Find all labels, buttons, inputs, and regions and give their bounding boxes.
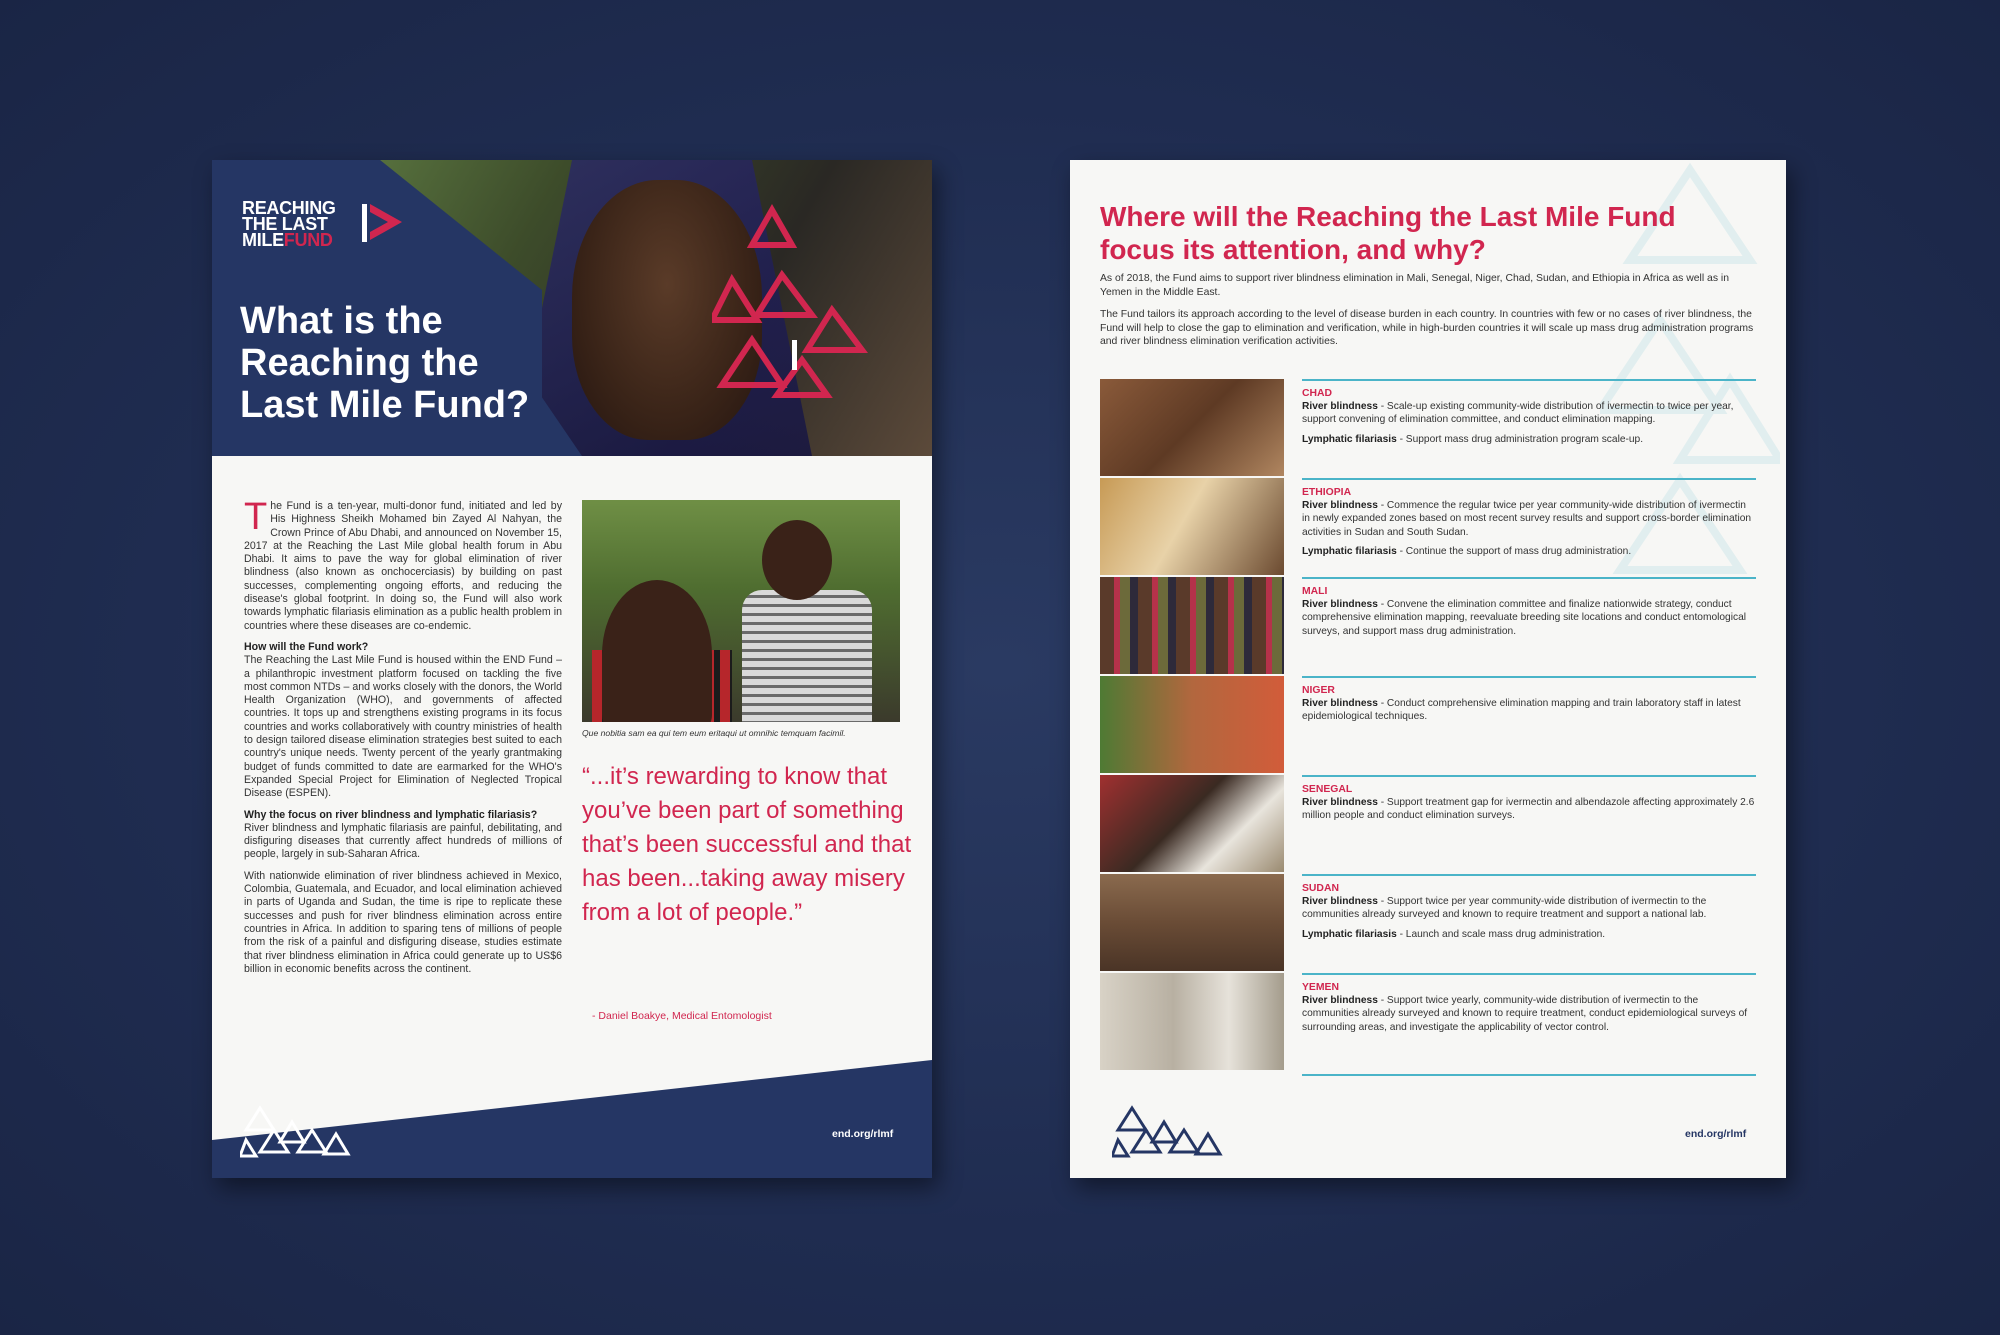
right-intro	[1100, 272, 1760, 358]
country-row-ethiopia	[1100, 478, 1756, 575]
right-intro-1: As of 2018, the Fund aims to support river blindness elimination in Mali, Senegal, Niger, Chad, Sudan, and Ethiopia in Africa as well as in Yemen in the Middle East.	[1100, 273, 1729, 298]
para-elimination: With nationwide elimination of river blindness achieved in Mexico, Colombia, Guatemala, and Ecuador, and local elimination achieved in parts of Uganda and Sudan, the time is ripe to replicate these successes and push for river blindness elimination across entire countries in Africa. In addition to sparing tens of millions of people from the risk of a painful and disfiguring disease, studies estimate that river blindness elimination in Africa could generate up to US$6 billion in economic benefits across the continent.	[244, 869, 562, 975]
divider-line	[1302, 775, 1756, 777]
footer-url[interactable]: end.org/rlmf	[832, 1128, 894, 1140]
sudan-photo	[1100, 874, 1284, 971]
photo-caption: Que nobitia sam ea qui tem eum eritaqui ut omnihic temquam facimil.	[582, 728, 846, 738]
lymphatic-filariasis-item	[1302, 928, 1756, 941]
lf-text: - Continue the support of mass drug administration.	[1396, 545, 1632, 557]
ethiopia-text	[1302, 486, 1756, 564]
divider-line	[1302, 874, 1756, 876]
title-line-1: What is the	[240, 300, 443, 342]
river-blindness-item	[1302, 994, 1756, 1034]
river-blindness-item	[1302, 499, 1756, 539]
rb-label: River blindness	[1302, 896, 1378, 908]
rb-text: - Support twice yearly, community-wide distribution of ivermectin to the communities already surveyed and known to require treatment, conduct epidemiological surveys of surrounding areas, and investigate the applicability of vector control.	[1302, 995, 1748, 1033]
rb-label: River blindness	[1302, 698, 1378, 710]
country-row-yemen	[1100, 973, 1756, 1070]
triangle-pattern-icon	[712, 200, 882, 400]
para-why: River blindness and lymphatic filariasis are painful, debilitating, and disfiguring diseases that currently affect hundreds of millions of people, largely in sub-Saharan Africa.	[244, 821, 562, 861]
divider-line	[1302, 973, 1756, 975]
intro-column	[244, 496, 562, 984]
divider-line	[1302, 577, 1756, 579]
lf-label: Lymphatic filariasis	[1302, 928, 1397, 940]
country-name: MALI	[1302, 586, 1328, 597]
lymphatic-filariasis-item	[1302, 433, 1756, 446]
intro-paragraph	[244, 496, 562, 633]
yemen-text	[1302, 981, 1756, 1040]
river-blindness-item	[1302, 400, 1756, 426]
rlmf-logo	[242, 200, 336, 248]
lf-label: Lymphatic filariasis	[1302, 545, 1397, 557]
logo-line-2: THE LAST	[242, 214, 328, 234]
divider-line-bottom	[1302, 1074, 1756, 1076]
title-line-2: Reaching the	[240, 342, 479, 384]
yemen-photo	[1100, 973, 1284, 1070]
logo-line-3	[242, 232, 336, 248]
rb-text: - Conduct comprehensive elimination mapping and train laboratory staff in latest epidemiological techniques.	[1302, 698, 1741, 723]
photo-youth-head	[602, 580, 712, 722]
end-fund-triangles-icon	[1112, 1104, 1232, 1160]
left-page	[212, 160, 932, 1178]
country-row-chad	[1100, 379, 1756, 476]
country-row-senegal	[1100, 775, 1756, 872]
drop-cap: T	[244, 496, 268, 538]
chad-text	[1302, 387, 1756, 452]
mali-photo	[1100, 577, 1284, 674]
sudan-text	[1302, 882, 1756, 947]
rb-text: - Scale-up existing community-wide distribution of ivermectin to twice per year, support convening of elimination committee, and conduct elimination mapping.	[1302, 401, 1734, 426]
country-name: YEMEN	[1302, 982, 1339, 993]
rb-text: - Convene the elimination committee and finalize nationwide strategy, conduct comprehensive elimination mapping, reevaluate breeding site locations and conduct entomological surveys, and support mass drug administration.	[1302, 599, 1746, 637]
hero-banner	[212, 160, 932, 456]
river-blindness-item	[1302, 598, 1756, 638]
page-title	[240, 300, 560, 426]
river-blindness-item	[1302, 895, 1756, 921]
lf-text: - Launch and scale mass drug administration.	[1396, 928, 1606, 940]
divider-line	[1302, 379, 1756, 381]
para-how: The Reaching the Last Mile Fund is housed within the END Fund – a philanthropic investment platform focused on tackling the five most common NTDs – and works closely with the donors, the World Health Organization (WHO), and governments of affected countries. It tops up and strengthens existing programs in its focus countries and works collaboratively with country ministries of health to design tailored disease elimination strategies best suited to each country's unique needs. Twenty percent of the yearly grantmaking budget of funds committed to date are earmarked for the WHO's Expanded Special Project for Elimination of Neglected Tropical Disease (ESPEN).	[244, 654, 562, 800]
lf-text: - Support mass drug administration program scale-up.	[1396, 433, 1644, 445]
divider-line	[1302, 676, 1756, 678]
logo-line-1: REACHING	[242, 198, 336, 218]
country-row-niger	[1100, 676, 1756, 773]
country-name: CHAD	[1302, 388, 1333, 399]
title-line-3: Last Mile Fund?	[240, 384, 530, 426]
country-row-sudan	[1100, 874, 1756, 971]
ethiopia-photo	[1100, 478, 1284, 575]
end-fund-triangles-icon	[240, 1104, 360, 1160]
river-blindness-item	[1302, 796, 1756, 822]
country-name: SENEGAL	[1302, 784, 1353, 795]
entomologist-photo	[582, 500, 900, 722]
mali-text	[1302, 585, 1756, 644]
rb-label: River blindness	[1302, 797, 1378, 809]
niger-photo	[1100, 676, 1284, 773]
right-intro-2: The Fund tailors its approach according to the level of disease burden in each country. In countries with few or no cases of river blindness, the Fund will help to close the gap to elimination and verification, while in high-burden countries it will scale up mass drug administration programs and river blindness elimination verification activities.	[1100, 309, 1754, 347]
lf-label: Lymphatic filariasis	[1302, 433, 1397, 445]
right-page	[1070, 160, 1786, 1178]
rb-text: - Support twice per year community-wide distribution of ivermectin to the communities already surveyed and known to require treatment and support a national lab.	[1302, 896, 1707, 921]
country-name: ETHIOPIA	[1302, 487, 1352, 498]
rb-label: River blindness	[1302, 500, 1378, 512]
logo-triangle-icon	[362, 200, 404, 246]
footer-url[interactable]: end.org/rlmf	[1685, 1128, 1747, 1140]
lymphatic-filariasis-item	[1302, 545, 1756, 558]
logo-line-3a: MILE	[242, 230, 284, 250]
senegal-text	[1302, 783, 1756, 829]
rb-label: River blindness	[1302, 599, 1378, 611]
intro-text: he Fund is a ten-year, multi-donor fund, initiated and led by His Highness Sheikh Mohamed bin Zayed Al Nahyan, the Crown Prince of Abu Dhabi, and announced on November 15, 2017 at the Reaching the Last Mile global health forum in Abu Dhabi. It aims to pave the way for global elimination of river blindness (also known as onchocerciasis) by building on past successes, complementing ongoing efforts, and reducing the disease's global footprint. In doing so, the Fund will also work towards lymphatic filariasis elimination as a public health problem in countries where these diseases are co-endemic.	[244, 500, 562, 632]
photo-man-shirt	[742, 590, 872, 722]
niger-text	[1302, 684, 1756, 730]
rb-label: River blindness	[1302, 401, 1378, 413]
heading-why: Why the focus on river blindness and lymphatic filariasis?	[244, 808, 538, 821]
quote-attribution: - Daniel Boakye, Medical Entomologist	[592, 1010, 772, 1022]
senegal-photo	[1100, 775, 1284, 872]
right-page-title: Where will the Reaching the Last Mile Fund focus its attention, and why?	[1100, 201, 1676, 265]
rb-label: River blindness	[1302, 995, 1378, 1007]
rb-text: - Commence the regular twice per year community-wide distribution of ivermectin in newly expanded zones based on most recent survey results and support cross-border elimination activities in Sudan and South Sudan.	[1302, 500, 1752, 538]
divider-line	[1302, 478, 1756, 480]
rb-text: - Support treatment gap for ivermectin and albendazole affecting approximately 2.6 million people and conduct elimination surveys.	[1302, 797, 1755, 822]
pull-quote: “...it’s rewarding to know that you’ve been part of something that’s been successful and that has been...taking away misery from a lot of people.”	[582, 763, 912, 926]
photo-man-head	[762, 520, 832, 600]
country-name: NIGER	[1302, 685, 1335, 696]
heading-how: How will the Fund work?	[244, 640, 369, 653]
river-blindness-item	[1302, 697, 1756, 723]
country-name: SUDAN	[1302, 883, 1339, 894]
country-row-mali	[1100, 577, 1756, 674]
logo-line-3b: FUND	[283, 230, 333, 250]
chad-photo	[1100, 379, 1284, 476]
